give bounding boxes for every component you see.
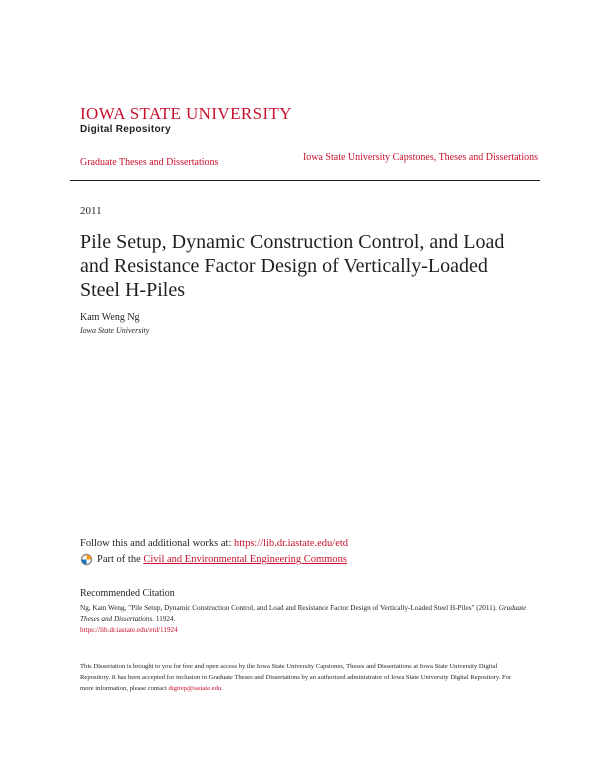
- parent-collection-link[interactable]: Iowa State University Capstones, Theses and Dissertations: [302, 152, 538, 163]
- header-divider: [70, 180, 540, 181]
- collection-link[interactable]: Graduate Theses and Dissertations: [80, 157, 219, 168]
- part-of-text: Part of the: [97, 554, 141, 565]
- citation-url[interactable]: https://lib.dr.iastate.edu/etd/11924: [80, 626, 178, 634]
- document-title: Pile Setup, Dynamic Construction Control, and Load and Resistance Factor Design of Vertically-Loaded Steel H-Piles: [80, 231, 505, 301]
- author-affiliation: Iowa State University: [80, 326, 150, 335]
- university-logo: IOWA STATE UNIVERSITY: [80, 104, 292, 123]
- repository-name: Digital Repository: [80, 124, 171, 135]
- citation-series: Graduate Theses and Dissertations: [80, 604, 527, 623]
- bepress-commons-icon: [80, 553, 93, 566]
- etd-link[interactable]: https://lib.dr.iastate.edu/etd: [234, 538, 349, 549]
- part-of-line: [80, 553, 347, 566]
- citation-heading: Recommended Citation: [80, 588, 175, 599]
- citation-text: Ng, Kam Weng, "Pile Setup, Dynamic Construction Control, and Load and Resistance Factor Design of Vertically-Loaded Steel H-Piles" (2011).: [80, 604, 499, 612]
- follow-line: [80, 538, 348, 549]
- commons-link[interactable]: Civil and Environmental Engineering Commons: [143, 554, 347, 565]
- notice-end: .: [221, 685, 223, 692]
- notice-text: This Dissertation is brought to you for free and open access by the Iowa State University Capstones, Theses and Dissertations at Iowa State University Digital Repository. It has been accepted for inclusion in Graduate Theses and Dissertations by an authorized administrator of Iowa State University Digital Repository. For more information, please contact: [80, 663, 512, 692]
- follow-text: Follow this and additional works at:: [80, 538, 234, 549]
- citation-block: [80, 603, 530, 636]
- citation-number: . 11924.: [152, 615, 176, 623]
- author-name: Kam Weng Ng: [80, 312, 140, 323]
- contact-email-link[interactable]: digirep@iastate.edu: [168, 685, 222, 692]
- access-notice: [80, 661, 525, 694]
- publication-year: 2011: [80, 205, 102, 217]
